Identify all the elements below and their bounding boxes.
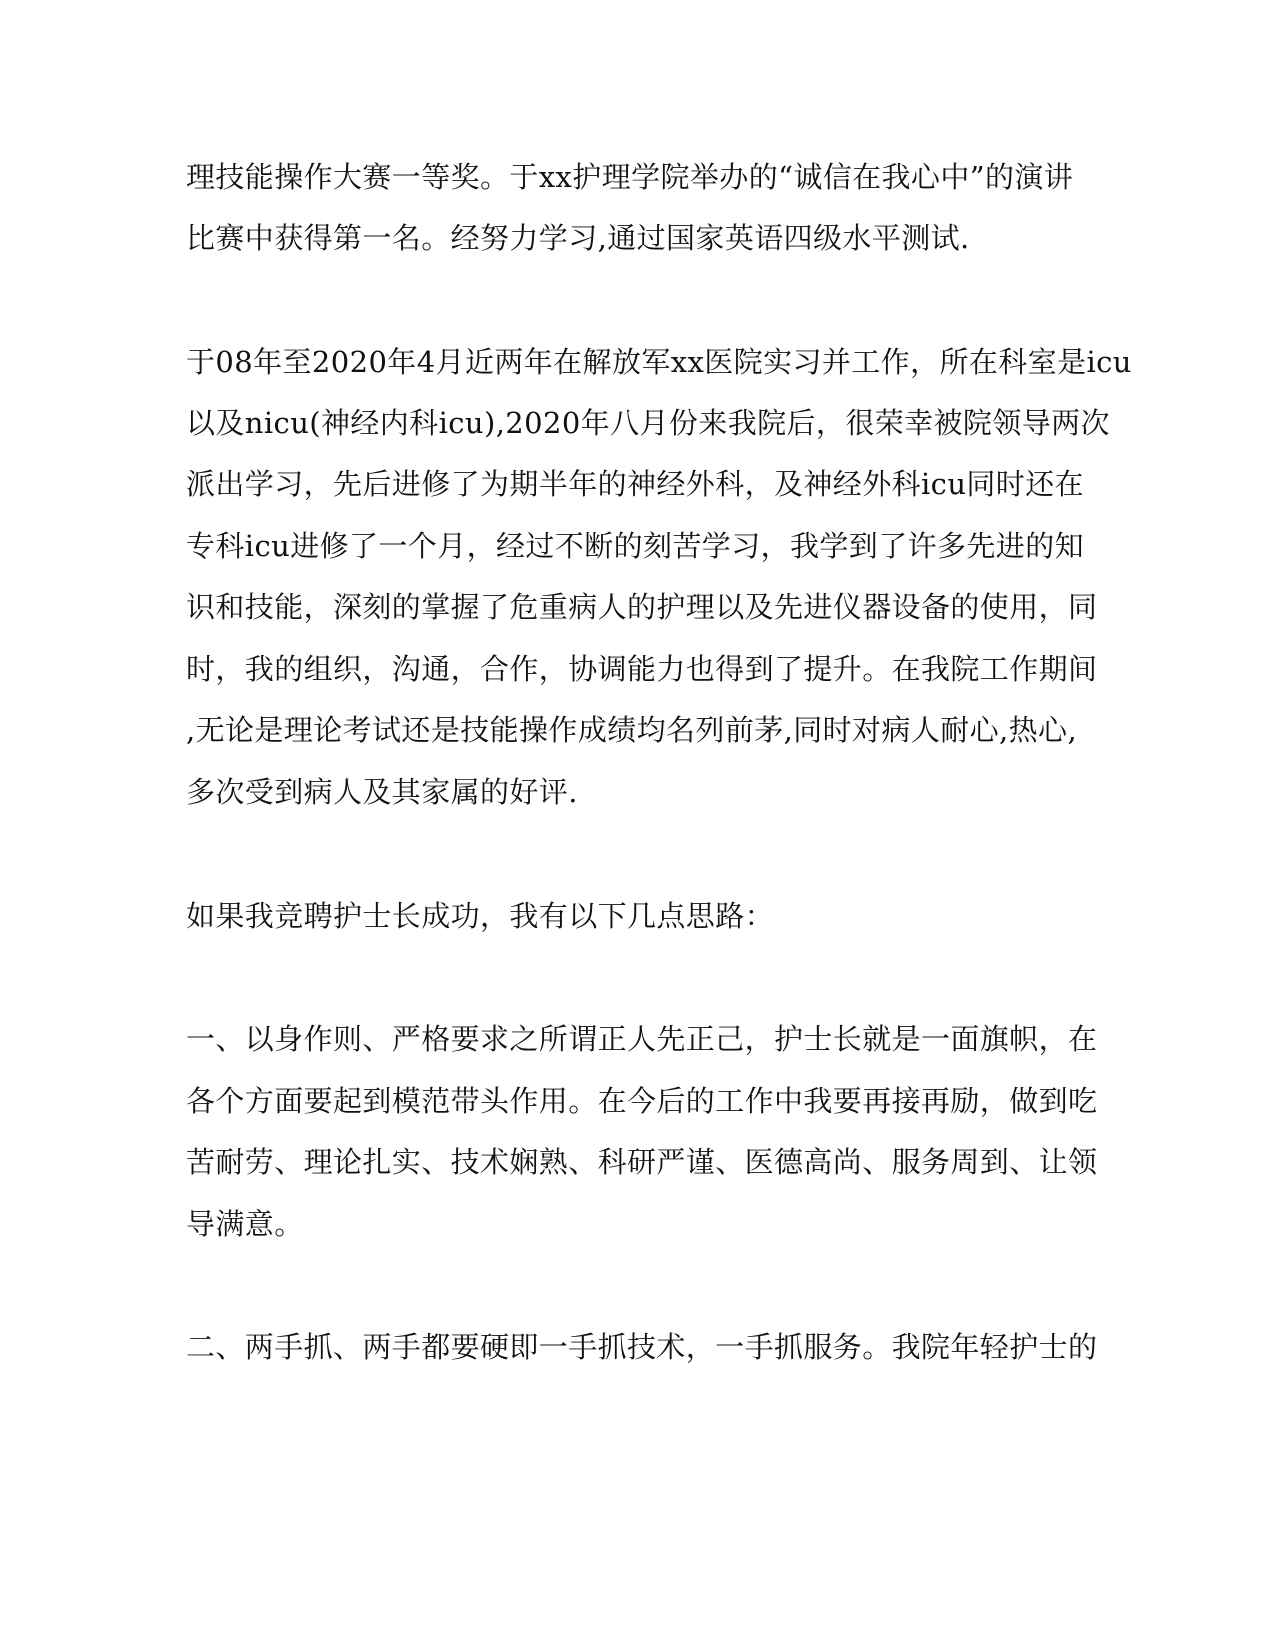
- paragraph-1-line-2: 比赛中获得第一名。经努力学习,通过国家英语四级水平测试.: [186, 221, 970, 255]
- paragraph-2-line-5: 识和技能，深刻的掌握了危重病人的护理以及先进仪器设备的使用，同: [186, 590, 1098, 624]
- paragraph-3-line-1: 如果我竞聘护士长成功，我有以下几点思路：: [186, 899, 775, 933]
- paragraph-4-line-2: 各个方面要起到模范带头作用。在今后的工作中我要再接再励，做到吃: [186, 1084, 1098, 1118]
- paragraph-4-line-1: 一、以身作则、严格要求之所谓正人先正己，护士长就是一面旗帜，在: [186, 1022, 1098, 1056]
- paragraph-2-line-7: ,无论是理论考试还是技能操作成绩均名列前茅,同时对病人耐心,热心,: [186, 713, 1078, 747]
- paragraph-2-line-2: 以及nicu(神经内科icu),2020年八月份来我院后，很荣幸被院领导两次: [186, 406, 1110, 440]
- paragraph-4-line-4: 导满意。: [186, 1207, 304, 1241]
- paragraph-1-line-1: 理技能操作大赛一等奖。于xx护理学院举办的“诚信在我心中”的演讲: [186, 160, 1074, 194]
- paragraph-2-line-8: 多次受到病人及其家属的好评.: [186, 775, 578, 809]
- paragraph-5-line-1: 二、两手抓、两手都要硬即一手抓技术，一手抓服务。我院年轻护士的: [186, 1330, 1098, 1364]
- paragraph-2-line-6: 时，我的组织，沟通，合作，协调能力也得到了提升。在我院工作期间: [186, 652, 1098, 686]
- paragraph-2-line-3: 派出学习，先后进修了为期半年的神经外科，及神经外科icu同时还在: [186, 467, 1084, 501]
- paragraph-2-line-1: 于08年至2020年4月近两年在解放军xx医院实习并工作，所在科室是icu: [186, 345, 1132, 379]
- paragraph-4-line-3: 苦耐劳、理论扎实、技术娴熟、科研严谨、医德高尚、服务周到、让领: [186, 1145, 1098, 1179]
- paragraph-2-line-4: 专科icu进修了一个月，经过不断的刻苦学习，我学到了许多先进的知: [186, 529, 1084, 563]
